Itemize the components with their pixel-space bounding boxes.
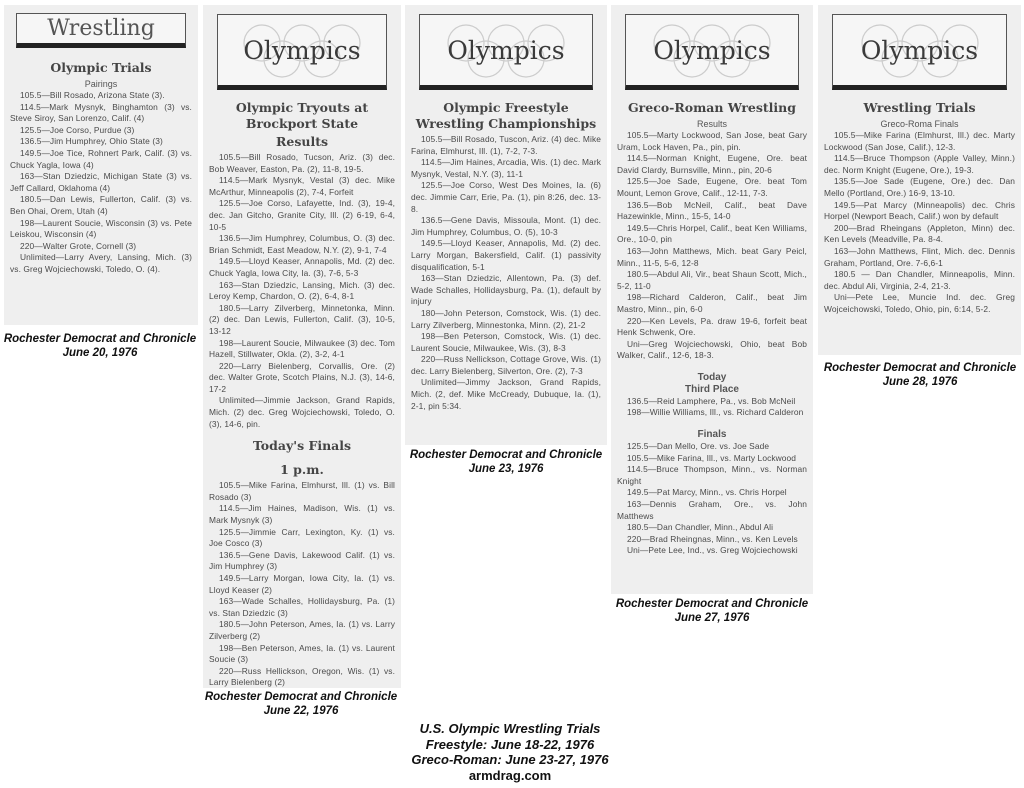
result-paragraph: 198—Richard Calderon, Calif., beat Jim Mastro, Minn., pin, 6-0 (617, 292, 807, 314)
caption-june-27 (602, 597, 822, 625)
section-subheading: Finals (697, 429, 727, 441)
result-paragraph: 125.5—Jimmie Carr, Lexington, Ky. (1) vs. Joe Cosco (3) (209, 526, 395, 549)
masthead-label: Olympics (243, 35, 361, 65)
result-paragraph: 105.5—Mike Farina, Ill., vs. Marty Lockwood (627, 452, 797, 463)
caption-date: June 28, 1976 (882, 376, 958, 388)
section-subheading: Third Place (685, 383, 739, 395)
caption-june-22 (191, 690, 411, 718)
caption-source: Rochester Democrat and Chronicle (3, 333, 197, 345)
masthead-box (217, 14, 387, 90)
result-paragraph: Unlimited—Jimmie Jackson, Grand Rapids, Mich. (2) dec. Greg Wojciechowski, Toledo, O. (3), 14-6, pin. (209, 395, 395, 429)
result-paragraph: Unlimited—Larry Avery, Lansing, Mich. (3) vs. Greg Wojciechowski, Toledo, O. (4). (10, 252, 192, 274)
result-paragraph: 180.5 — Dan Chandler, Minneapolis, Minn. dec. Abdul Ali, Virginia, 2-4, 21-3. (824, 269, 1015, 291)
result-paragraph: 220—Walter Grote, Cornell (3) (20, 240, 137, 251)
result-paragraph: 125.5—Joe Corso, Lafayette, Ind. (3), 19-4, dec. Jan Gitcho, Granite City, Ill. (2) 6-19, 6-4, 10-5 (209, 198, 395, 232)
result-paragraph: 114.5—Bruce Thompson, Minn., vs. Norman Knight (617, 464, 807, 486)
masthead-label: Wrestling (47, 16, 155, 41)
result-paragraph: 136.5—Gene Davis, Missoula, Mont. (1) dec. Jim Humphrey, Columbus, O. (5), 10-3 (411, 215, 601, 237)
article-title: Olympic Trials (50, 60, 152, 75)
result-paragraph: 198—Willie Williams, Ill., vs. Richard Calderon (627, 407, 804, 418)
result-paragraph: 125.5—Dan Mello, Ore. vs. Joe Sade (627, 441, 770, 452)
result-paragraph: 180.5—John Peterson, Ames, Ia. (1) vs. Larry Zilverberg (2) (209, 619, 395, 641)
result-paragraph: 135.5—Joe Sade (Eugene, Ore.) dec. Dan Mello (Portland, Ore.) 16-9, 13-10. (824, 176, 1015, 198)
caption-source: Rochester Democrat and Chronicle (409, 449, 603, 461)
result-paragraph: 163—Dennis Graham, Ore., vs. John Matthews (617, 499, 807, 521)
result-paragraph: 198—Ben Peterson, Comstock, Wis. (1) dec. Laurent Soucie, Milwaukee, Wis. (3), 8-3 (411, 331, 601, 353)
result-paragraph: 220—Brad Rheingnas, Minn., vs. Ken Levels (627, 533, 798, 544)
section-label: Pairings (84, 79, 118, 89)
masthead-label: Olympics (860, 35, 979, 65)
section-subheading: Today (697, 371, 727, 383)
section-heading: Results (275, 134, 329, 149)
result-paragraph: Unlimited—Jimmy Jackson, Grand Rapids, Mich. (2, def. Mike McCready, Dubuque, Ia. (1), 2-1, pin 5:34. (411, 377, 601, 411)
masthead-box (832, 14, 1007, 90)
result-paragraph: 149.5—Lloyd Keaser, Annapolis, Md. (2) dec. Larry Morgan, Bakersfield, Calif. (1) passivity disqualification, 5-1 (411, 238, 601, 272)
clipping-june-23 (405, 5, 607, 445)
result-paragraph: 198—Laurent Soucie, Wisconsin (3) vs. Pete Leiskou, Wisconsin (4) (10, 217, 192, 240)
result-paragraph: 105.5—Marty Lockwood, San Jose, beat Gary Uram, Lock Haven, Pa., pin, pin. (617, 130, 807, 152)
result-paragraph: 149.5—Pat Marcy (Minneapolis) dec. Chris Horpel (Newport Beach, Calif.) won by default (824, 199, 1015, 222)
footer-title: U.S. Olympic Wrestling Trials (419, 721, 601, 736)
result-paragraph: 136.5—Gene Davis, Lakewood Calif. (1) vs. Jim Humphrey (3) (209, 549, 395, 572)
result-paragraph: 163—John Matthews, Flint, Mich. dec. Dennis Graham, Portland, Ore. 7-6,6-1 (824, 245, 1015, 268)
caption-source: Rochester Democrat and Chronicle (615, 598, 809, 610)
result-paragraph: 149.5—Lloyd Keaser, Annapolis, Md. (2) dec. Chuck Yagla, Iowa City, Ia. (3), 7-6, 5-3 (209, 256, 395, 278)
result-paragraph: 105.5—Bill Rosado, Tuscon, Ariz. (4) dec. Mike Farina, Elmhurst, Ill. (1), 7-2, 7-3. (411, 134, 601, 156)
result-paragraph: 200—Brad Rheingans (Appleton, Minn) dec. Ken Levels (Meadville, Pa. 8-4. (824, 222, 1015, 245)
result-paragraph: 180—John Peterson, Comstock, Wis. (1) dec. Larry Zilverberg, Minnestonka, Minn. (2), 21-2 (411, 307, 601, 330)
clipping-june-28 (818, 5, 1021, 355)
result-paragraph: 114.5—Mark Mysnyk, Vestal (3) dec. Mike McArthur, Minneapolis (2), 7-4, Forfeit (209, 175, 395, 197)
footer-summary (360, 721, 660, 783)
result-paragraph: 198—Ben Peterson, Ames, Ia. (1) vs. Laurent Soucie (3) (209, 642, 395, 665)
article-title: Wrestling Trials (863, 100, 976, 115)
result-paragraph: 105.5—Mike Farina (Elmhurst, Ill.) dec. Marty Lockwood (San Jose, Calif.), 12-3. (824, 130, 1015, 152)
clipping-june-20 (4, 5, 198, 325)
masthead-label: Olympics (653, 35, 771, 65)
result-paragraph: Uni—Pete Lee, Ind., vs. Greg Wojciechowski (627, 545, 798, 556)
caption-source: Rochester Democrat and Chronicle (204, 691, 398, 703)
result-paragraph: 220—Larry Bielenberg, Corvallis, Ore. (2) dec. Walter Grote, Scotch Plains, N.J. (3), 14-6, 17-2 (209, 360, 395, 394)
result-paragraph: 149.5—Pat Marcy, Minn., vs. Chris Horpel (627, 487, 787, 498)
caption-june-20 (0, 332, 210, 360)
result-paragraph: Uni—Greg Wojciechowski, Ohio, beat Bob Walker, Calif., 12-6, 18-3. (617, 338, 807, 361)
section-label: Greco-Roma Finals (880, 119, 959, 129)
caption-june-28 (810, 361, 1024, 389)
caption-date: June 23, 1976 (468, 463, 544, 475)
result-paragraph: 180.5—Larry Zilverberg, Minnetonka, Minn. (2) dec. Dan Lewis, Fullerton, Calif. (3), 10-5, 13-12 (209, 302, 395, 336)
result-paragraph: 114.5—Mark Mysnyk, Binghamton (3) vs. Steve Siroy, San Lorenzo, Calif. (4) (10, 101, 192, 124)
result-paragraph: 105.5—Bill Rosado, Arizona State (3). (20, 90, 165, 100)
result-paragraph: 163—John Matthews, Mich. beat Gary Peicl, Minn., 11-5, 5-6, 12-8 (617, 245, 807, 268)
section-label: Results (696, 119, 727, 129)
caption-date: June 20, 1976 (62, 347, 138, 359)
article-title: Greco-Roman Wrestling (628, 100, 796, 115)
result-paragraph: 125.5—Joe Corso, Purdue (3) (20, 124, 135, 135)
masthead-label: Olympics (447, 35, 565, 65)
result-paragraph: 149.5—Larry Morgan, Iowa City, Ia. (1) vs. Lloyd Keaser (2) (209, 573, 395, 595)
masthead-box (625, 14, 799, 90)
result-paragraph: 136.5—Bob McNeil, Calif., beat Dave Hazewinkle, Minn., 15-5, 14-0 (617, 199, 807, 222)
result-paragraph: 198—Laurent Soucie, Milwaukee (3) dec. Tom Hazell, Stillwater, Okla. (2), 3-2, 4-1 (209, 337, 395, 360)
footer-freestyle-dates: Freestyle: June 18-22, 1976 (425, 736, 595, 752)
result-paragraph: 163—Stan Dziedzic, Lansing, Mich. (3) dec. Leroy Kemp, Chardon, O. (2), 6-4, 8-1 (209, 279, 395, 302)
result-paragraph: 149.5—Chris Horpel, Calif., beat Ken Williams, Ore., 10-0, pin (617, 222, 807, 245)
caption-date: June 22, 1976 (263, 705, 339, 717)
result-paragraph: 180.5—Dan Lewis, Fullerton, Calif. (3) vs. Ben Ohai, Orem, Utah (4) (10, 194, 192, 216)
result-paragraph: 114.5—Jim Haines, Arcadia, Wis. (1) dec. Mark Mysnyk, Vestal, N.Y. (3), 11-1 (411, 157, 601, 179)
article-title: Olympic Freestyle Wrestling Championships (415, 100, 597, 131)
result-paragraph: 114.5—Norman Knight, Eugene, Ore. beat David Clardy, Burnsville, Minn., pin, 20-6 (617, 153, 807, 175)
article-title: Olympic Tryouts at Brockport State (235, 100, 369, 131)
result-paragraph: 149.5—Joe Tice, Rohnert Park, Calif. (3) vs. Chuck Yagla, Iowa (4) (10, 147, 192, 170)
result-paragraph: 180.5—Dan Chandler, Minn., Abdul Ali (627, 522, 774, 533)
result-paragraph: 105.5—Bill Rosado, Tucson, Ariz. (3) dec. Bob Weaver, Easton, Pa. (2), 11-8, 19-5. (209, 152, 395, 174)
result-paragraph: 136.5—Jim Humphrey, Ohio State (3) (20, 136, 163, 147)
masthead-box (16, 13, 186, 48)
result-paragraph: 114.5—Bruce Thompson (Apple Valley, Minn.) dec. Norm Knight (Eugene, Ore.), 19-3. (824, 153, 1015, 175)
result-paragraph: 163—Wade Schalles, Hollidaysburg, Pa. (1) vs. Stan Dziedzic (3) (209, 596, 395, 618)
result-paragraph: 136.5—Reid Lamphere, Pa., vs. Bob McNeil (627, 395, 796, 406)
result-paragraph: 163—Stan Dziedzic, Allentown, Pa. (3) def. Wade Schalles, Hollidaysburg, Pa. (1), default by injury (411, 273, 601, 307)
caption-date: June 27, 1976 (674, 612, 750, 624)
caption-source: Rochester Democrat and Chronicle (823, 362, 1017, 374)
caption-june-23 (396, 448, 616, 476)
clipping-june-22 (203, 5, 401, 688)
result-paragraph: Uni—Pete Lee, Muncie Ind. dec. Greg Wojceichowski, Toledo, Ohio, pin, 6:14, 5-2. (824, 292, 1015, 314)
section-heading: Today's Finals (252, 438, 352, 454)
masthead-box (419, 14, 593, 90)
section-heading: 1 p.m. (280, 462, 324, 478)
result-paragraph: 105.5—Mike Farina, Elmhurst, Ill. (1) vs. Bill Rosado (3) (209, 480, 395, 502)
result-paragraph: 220—Russ Nellickson, Cottage Grove, Wis. (1) dec. Larry Bielenberg, Silverton, Ore. (2), 7-3 (411, 354, 601, 376)
result-paragraph: 125.5—Joe Sade, Eugene, Ore. beat Tom Mount, Lemon Grove, Calif., 12-11, 7-3. (617, 176, 807, 198)
result-paragraph: 136.5—Jim Humphrey, Columbus, O. (3) dec. Brian Schmidt, East Meadow, N.Y. (2), 9-1, 7-4 (209, 233, 395, 255)
clipping-june-27 (611, 5, 813, 594)
footer-site: armdrag.com (468, 767, 552, 783)
result-paragraph: 180.5—Abdul Ali, Vir., beat Shaun Scott, Mich., 5-2, 11-0 (617, 269, 807, 291)
result-paragraph: 114.5—Jim Haines, Madison, Wis. (1) vs. Mark Mysnyk (3) (209, 503, 395, 526)
result-paragraph: 220—Ken Levels, Pa. draw 19-6, forfeit beat Henk Schwenk, Ore. (617, 315, 807, 338)
result-paragraph: 125.5—Joe Corso, West Des Moines, Ia. (6) dec. Jimmie Carr, Erie, Pa. (1), pin 8:26, dec. 13-8. (411, 180, 601, 214)
result-paragraph: 163—Stan Dziedzic, Michigan State (3) vs. Jeff Callard, Oklahoma (4) (10, 171, 192, 193)
result-paragraph: 220—Russ Hellickson, Oregon, Wis. (1) vs. Larry Bielenberg (2) (209, 665, 395, 688)
footer-greco-dates: Greco-Roman: June 23-27, 1976 (411, 752, 609, 767)
